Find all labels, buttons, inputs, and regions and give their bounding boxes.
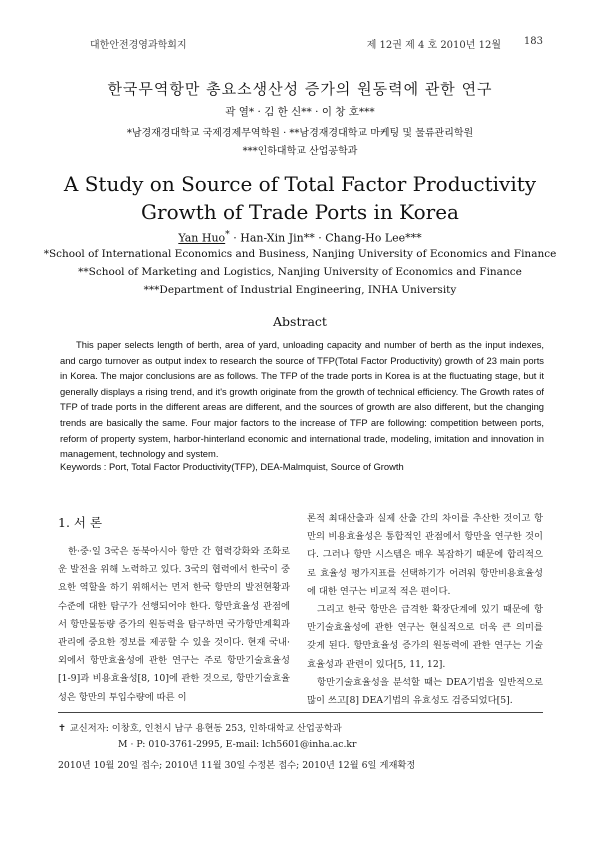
issue-info: 제 12권 제 4 호 2010년 12월 bbox=[366, 40, 501, 51]
intro-paragraph-2: 그리고 한국 항만은 급격한 확장단계에 있기 때문에 항만기술효율성에 관한 연구는 현실적으로 더욱 큰 의미를 갖게 된다. 항만효율성 증가의 원동력에 관한 연구는 기술효율성과 관련이 있다[5, 11, 12]. bbox=[307, 604, 543, 670]
english-authors bbox=[0, 229, 600, 245]
keywords: Keywords : Port, Total Factor Productivity(TFP), DEA-Malmquist, Source of Growth bbox=[60, 461, 404, 472]
english-affiliation-2: **School of Marketing and Logistics, Nanjing University of Economics and Finance bbox=[78, 266, 522, 278]
intro-paragraph-continued: 론적 최대산출과 실제 산출 간의 차이를 추산한 것이고 항만의 비용효율성은 통합적인 관점에서 항만을 연구한 것이다. 그러나 항만 시스템은 매우 복잡하기 때문에 합리적으로 효율성 평가지표를 선택하기가 어려워 항만비용효율성에 대한 연구는 비교적 적은 편이다. bbox=[307, 513, 543, 597]
body-column-left bbox=[58, 543, 290, 707]
footnote-contact: M · P: 010-3761-2995, E-mail: lch5601@inha.ac.kr bbox=[118, 739, 357, 750]
intro-paragraph-1: 한·중·일 3국은 동북아시아 항만 간 협력강화와 조화로운 발전을 위해 노력하고 있다. 3국의 협력에서 한국이 중요한 역할을 하기 위해서는 먼저 한국 항만의 발전현황과 수준에 대한 탐구가 선행되어야 한다. 항만효율성 관점에서 항만물동량 증가의 원동력을 탐구하면 국가항만계획과 관리에 중요한 정보를 제공할 수 있을 것이다. 현재 국내·외에서 항만효율성에 관한 연구는 주로 항만기술효율성[1-9]과 비용효율성[8, 10]에 관한 것으로, 항만기술효율성은 항만의 투입수량에 따른 이 bbox=[58, 546, 290, 703]
footnote-corresponding-author bbox=[58, 720, 543, 734]
page-number: 183 bbox=[523, 36, 543, 47]
korean-title: 한국무역항만 총요소생산성 증가의 원동력에 관한 연구 bbox=[107, 80, 493, 98]
body-column-right bbox=[307, 510, 543, 710]
english-title: A Study on Source of Total Factor Productivity Growth of Trade Ports in Korea bbox=[63, 172, 537, 224]
footnote-divider bbox=[58, 712, 543, 713]
english-affiliation-1: *School of International Economics and Business, Nanjing University of Economics and Finance bbox=[43, 248, 557, 260]
author-mark-1: * bbox=[225, 229, 230, 240]
english-affiliation-3: ***Department of Industrial Engineering, INHA University bbox=[143, 284, 457, 296]
korean-affiliation-2: ***인하대학교 산업공학과 bbox=[242, 146, 358, 157]
section-heading-introduction: 1. 서 론 bbox=[58, 515, 103, 530]
journal-name: 대한안전경영과학회지 bbox=[90, 40, 187, 51]
dagger-mark: ✝ bbox=[58, 723, 66, 734]
footnote-dates: 2010년 10월 20일 접수; 2010년 11월 30일 수정본 접수; 2010년 12월 6일 게재확정 bbox=[58, 760, 416, 771]
abstract-heading: Abstract bbox=[273, 314, 327, 329]
footnote-line-1: 교신저자: 이창호, 인천시 남구 용현동 253, 인하대학교 산업공학과 bbox=[69, 723, 342, 734]
author-names-rest: · Han-Xin Jin** · Chang-Ho Lee*** bbox=[229, 231, 422, 245]
intro-paragraph-3: 항만기술효율성을 분석할 때는 DEA기법을 일반적으로 많이 쓰고[8] DEA기법의 유효성도 검증되었다[5]. bbox=[307, 676, 543, 707]
korean-authors: 곽 열* · 김 한 신** · 이 창 호*** bbox=[225, 106, 375, 118]
korean-affiliation-1: *남경재경대학교 국제경제무역학원 · **남경재경대학교 마케팅 및 물류관리학원 bbox=[126, 128, 474, 139]
author-name-1: Yan Huo bbox=[178, 231, 226, 245]
abstract-body: This paper selects length of berth, area of yard, unloading capacity and number of berth as the input indexes, and cargo turnover as output index to research the source of TFP(Total Factor Productivity) growth of 23 main ports in Korea. The major conclusions are as follows. The TFP of the trade ports in Korea is at the fluctuating stage, but it generally displays a rising trend, and it's growth originate from the growth of technical efficiency. The Growth rates of TFP of trade ports in the different areas are different, and the sources of growth are also different, but the changing trends are basically the same. Four major factors to the increase of TFP are following: competition between ports, reform of property system, harbor-hinterland economic and international trade, modeling, imitation and innovation in management, technology and system. bbox=[60, 339, 544, 460]
